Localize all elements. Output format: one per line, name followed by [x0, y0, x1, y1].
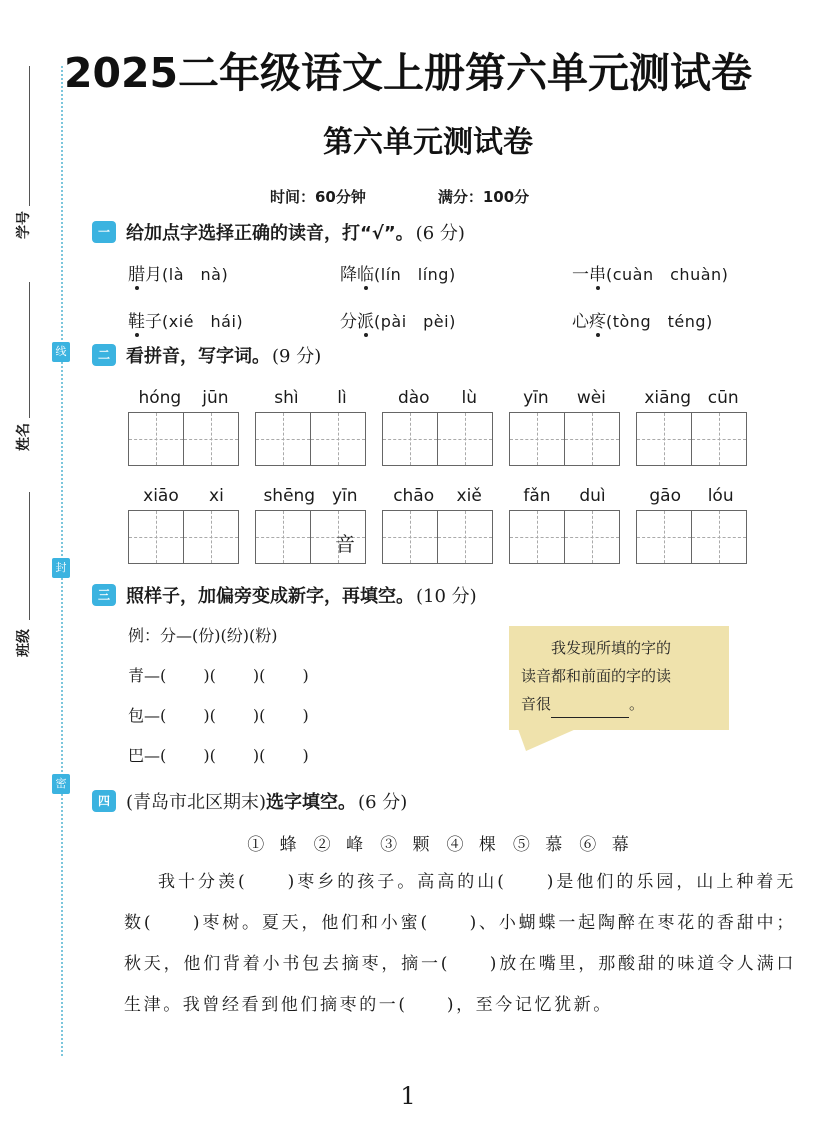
section-1-heading [92, 219, 465, 245]
seal-tag-line: 线 [52, 342, 70, 362]
section-3-heading [92, 582, 477, 608]
time-limit: 时间：60分钟 [270, 188, 366, 206]
emphasis-dot-icon [135, 286, 139, 290]
writing-cell[interactable] [129, 413, 184, 465]
emphasis-dot-icon [364, 286, 368, 290]
choice-item[interactable]: 腊月(là nà) [128, 260, 340, 285]
given-character: 音 [335, 532, 355, 556]
pinyin-word: fǎn duì [509, 484, 620, 564]
name-label: 姓名 [16, 423, 32, 451]
fill-line[interactable]: 青—( )( )( ) [128, 666, 309, 685]
fill-line[interactable]: 巴—( )( )( ) [128, 746, 309, 765]
answer-blank[interactable] [551, 700, 629, 718]
pronunciation-choices [128, 260, 788, 332]
pinyin-word: chāo xiě [382, 484, 493, 564]
pinyin-row-2 [128, 484, 747, 564]
writing-cell[interactable] [692, 511, 746, 563]
class-blank[interactable] [29, 492, 30, 620]
pinyin-word: yīn wèi [509, 386, 620, 466]
writing-cell[interactable] [383, 413, 438, 465]
pinyin-word: shì lì [255, 386, 366, 466]
class-label: 班级 [16, 629, 32, 657]
section-4-score: (6 分) [358, 792, 408, 813]
speech-bubble-tail [518, 729, 576, 751]
section-3-score: (10 分) [416, 586, 477, 607]
fill-line[interactable]: 包—( )( )( ) [128, 706, 309, 725]
pinyin-word: dào lù [382, 386, 493, 466]
emphasis-dot-icon [596, 333, 600, 337]
section-1-title: 给加点字选择正确的读音，打“√”。 [126, 223, 414, 244]
pinyin-word: hóng jūn [128, 386, 239, 466]
pinyin-row-1 [128, 386, 747, 466]
choice-item[interactable]: 一串(cuàn chuàn) [572, 260, 788, 285]
writing-cell[interactable] [256, 511, 311, 563]
pinyin-word: shēng yīn 音 [255, 484, 366, 564]
writing-cell[interactable] [256, 413, 311, 465]
emphasis-dot-icon [135, 333, 139, 337]
section-3-title: 照样子，加偏旁变成新字，再填空。 [126, 586, 414, 607]
writing-cell[interactable] [311, 511, 365, 563]
writing-cell[interactable] [692, 413, 746, 465]
section-1-score: (6 分) [415, 223, 465, 244]
name-blank[interactable] [29, 282, 30, 418]
writing-cell[interactable] [637, 413, 692, 465]
page-number: 1 [400, 1082, 416, 1110]
seal-tag-seal: 封 [52, 558, 70, 578]
section-4-badge: 四 [92, 790, 116, 812]
section-2-heading [92, 342, 321, 368]
sub-title: 第六单元测试卷 [323, 125, 533, 160]
fill-in-passage[interactable]: 我十分羡( )枣乡的孩子。高高的山( )是他们的乐园，山上种着无数( )枣树。夏天，他们和小蜜( )、小蝴蝶一起陶醉在枣花的香甜中；秋天，他们背着小书包去摘枣，摘一( )放在嘴里，那酸甜的味道令人满口生津。我曾经看到他们摘枣的一( )，至今记忆犹新。 [124, 872, 796, 1015]
hint-speech-bubble: 我发现所填的字的 读音都和前面的字的读 音很 。 [509, 626, 729, 730]
writing-cell[interactable] [184, 413, 238, 465]
writing-cell[interactable] [129, 511, 184, 563]
writing-cell[interactable] [438, 511, 492, 563]
seal-tag-secret: 密 [52, 774, 70, 794]
full-score: 满分：100分 [437, 188, 530, 206]
choice-item[interactable]: 降临(lín líng) [340, 260, 572, 285]
pinyin-word: gāo lóu [636, 484, 747, 564]
pinyin-word: xiāo xi [128, 484, 239, 564]
choice-item[interactable]: 分派(pài pèi) [340, 307, 572, 332]
writing-cell[interactable] [637, 511, 692, 563]
exam-meta [270, 186, 529, 207]
emphasis-dot-icon [596, 286, 600, 290]
section-4-title: 选字填空。 [266, 792, 357, 813]
main-title: 2025二年级语文上册第六单元测试卷 [63, 49, 753, 97]
choice-item[interactable]: 鞋子(xié hái) [128, 307, 340, 332]
writing-cell[interactable] [565, 511, 619, 563]
writing-cell[interactable] [438, 413, 492, 465]
section-2-title: 看拼音，写字词。 [126, 346, 270, 367]
student-id-label: 学号 [16, 211, 32, 239]
section-2-badge: 二 [92, 344, 116, 366]
writing-cell[interactable] [510, 413, 565, 465]
writing-cell[interactable] [311, 413, 365, 465]
writing-cell[interactable] [184, 511, 238, 563]
radical-exercise [128, 624, 309, 784]
writing-cell[interactable] [383, 511, 438, 563]
word-options: ① 蜂 ② 峰 ③ 颗 ④ 棵 ⑤ 慕 ⑥ 幕 [247, 835, 629, 855]
writing-cell[interactable] [565, 413, 619, 465]
section-2-score: (9 分) [272, 346, 322, 367]
section-3-badge: 三 [92, 584, 116, 606]
section-4-heading [92, 788, 407, 814]
pinyin-word: xiāng cūn [636, 386, 747, 466]
section-1-badge: 一 [92, 221, 116, 243]
choice-item[interactable]: 心疼(tòng téng) [572, 307, 788, 332]
writing-cell[interactable] [510, 511, 565, 563]
example-line: 例：分—(份)(纷)(粉) [128, 626, 278, 645]
section-4-source: (青岛市北区期末) [126, 792, 267, 813]
emphasis-dot-icon [364, 333, 368, 337]
